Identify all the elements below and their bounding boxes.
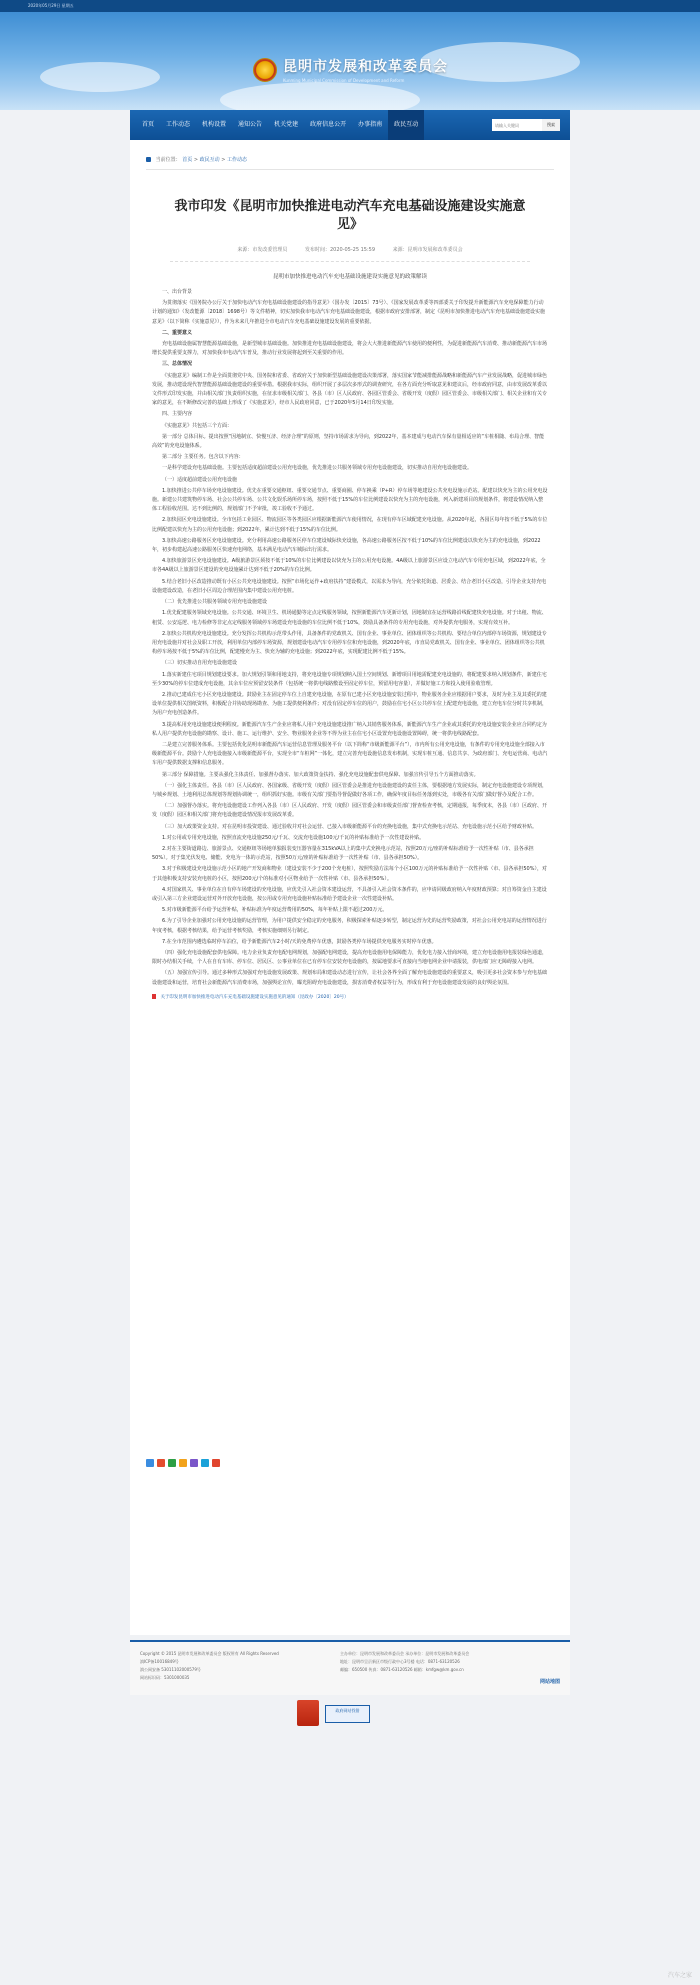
paragraph: 《实施意见》编制工作是全面贯彻党中央、国务院和省委、省政府关于加快新型基础设施建设决策部署，落实国家节能减排能源战略和新能源汽车产业发展战略，促进城市绿色发展，推动建设现代智慧能源基础设施建设的重要举措。根据我市实际，组织开展了多层次多形式的调查研究，在各方面充分听取意见和建议后，经市政府同意，由市发展改革委以文件形式印发实施，并由相关部门负责组织实施，在征求市级相关部门、各县（市）区人民政府、各园区管委会、省级开发（度假）园区管委会、市级相关部门、相关企业和有关专家的意见，在不断修改完善的基础上形成了《实施意见》，经市人民政府同意，已于2020年5月14日印发实施。: [152, 372, 548, 407]
nav-interaction[interactable]: 政民互动: [388, 110, 424, 140]
article-body: [152, 288, 548, 988]
footer-left: [140, 1650, 279, 1682]
meta-origin: 来源：昆明市发展和改革委员会: [392, 247, 463, 253]
footer: [130, 1640, 570, 1695]
watermark: 汽车之家: [667, 1972, 692, 1979]
nav-home[interactable]: 首页: [142, 121, 155, 128]
breadcrumb-interaction[interactable]: 政民互动: [199, 157, 220, 163]
paragraph: 充电基础设施属智慧能源基础设施，是新型城市基础设施。加快推进充电基础设施建设，将会大大推进新能源汽车使用的便利性，为促进新能源汽车消费、推动新能源汽车市场增长提供重要支撑力，对加快我市电动汽车普及，推动行业发展将起到至关重要的作用。: [152, 341, 548, 357]
cloud-decoration: [220, 82, 420, 110]
paragraph: 5.对市级新能源平台给予运营补贴，补贴标准为年度运营费用的50%，每年补贴上限不超过200万元。: [162, 907, 388, 914]
article-container: [130, 140, 570, 1635]
paragraph: （四）强化充电设施配套供电保障。电力企业负责充电配电网规划，加强配电网建设，提高充电设施用电保障能力，优化电力接入营商环境，建立充电设施用电报装绿色通道，限时办结相关手续，个人在自有车库、停车位、居民区、公事业单位在已有停车位安装充电设施的，按属地要求可直接向当地电网企业申请报装，供电部门应无障碍接入电网。: [152, 950, 548, 966]
nav-notices[interactable]: 通知公告: [238, 121, 263, 128]
meta-source: 来源：市发改委管理员: [237, 247, 288, 253]
paragraph: （一）适度超前建设公用充电设施: [162, 476, 238, 483]
paragraph: 第三部分 保障措施。主要从强化主体责任、加强督办落实、加大政策资金扶持、强化充电设施配套供电保障、加强宣传引导五个方面推动落实。: [162, 771, 479, 778]
paragraph: 7.在全市范围内遴选临时停车泊位，给予新能源汽车2小时/天的免费停车优惠，鼓励各类停车场提供充电服务实时停车优惠。: [162, 938, 437, 945]
article-meta: [170, 246, 530, 262]
share-icon[interactable]: [212, 1459, 220, 1467]
paragraph: 1.优先配建服务领域充电设施。公共交通、环境卫生、机场通勤等定点定线服务领域，按照新能源汽车更新计划，因地制宜在运营线路沿线配建快充电设施。对于出租、物流、租赁、公安巡逻、电力检修等非定点定线服务领域停车场建设充电设施的车位比例不低于10%，鼓励具备条件的专用充电设施，对外提供充电服务，实现有效互补。: [152, 610, 547, 626]
header-banner: [0, 12, 700, 110]
footer-icp[interactable]: 滇ICP备10016849号: [140, 1659, 179, 1664]
gov-error-badge[interactable]: 政府网站找错: [325, 1705, 370, 1723]
site-subtitle: Kunming Municipal Commission of Development and Reform: [283, 78, 405, 83]
paragraph: 1.落实新建住宅项目规划建设要求。加大规划引领和用地支持，将充电设施专项规划纳入国土空间规划、新增项目用地需配建充电设施的，将配建要求纳入规划条件，新建住宅至少30%的停车位建成充电设施，其余车位应预留安装条件（包括统一将供电线路敷设至固定停车位，预留用电容量），并做好施工方和投入使用验收管理。: [152, 671, 547, 687]
breadcrumb-home[interactable]: 首页: [182, 157, 193, 163]
article-subheading: 昆明市加快推进电动汽车充电基础设施建设实施意见的政策解读: [272, 274, 427, 280]
site-title: 昆明市发展和改革委员会: [283, 59, 448, 75]
footer-copyright: Copyright © 2015 昆明市发展和改革委员会 版权所有 All Rights Reserved: [140, 1651, 279, 1656]
paragraph: 2.加快园区充电设施建设。全市包括工业园区、物流园区等各类园区应根据新能源汽车使用情况，在现有停车区域配建充电设施。从2020年起，各园区每年按不低于5%的车位比例配建以快充为主的公用充电设施；到2022年，累计达到不低于15%的车位比例。: [152, 517, 548, 533]
breadcrumb-sep: >: [221, 157, 227, 163]
paragraph: 二是建立完善服务体系。主要包括优化昆明市新能源汽车运营信息管理及服务平台（以下简称“市级新能源平台”），市内所有公用充电设施，有条件的专用充电设施全部接入市级新能源平台。鼓励个人充电设施接入市级新能源平台，实现全市“车桩网”一体化，建立完善充电设施信息发布机制，实现车桩互通、信息共享、为政府部门、充电运营商、电动汽车用户提供数据支撑和信息服务。: [152, 741, 548, 767]
nav-organization[interactable]: 机构设置: [202, 121, 227, 128]
paragraph: （二）优先推进公共服务领域专用充电设施建设: [162, 599, 268, 606]
paragraph: 3.加快高速公路服务区充电设施建设。充分利用高速公路服务区停车位建设城际快充设施，各高速公路服务区按不低于10%的车位比例建设以快充为主的充电设施，到2022年，初步构建起高速公路服务区快速充电网络，基本满足电动汽车城际出行需求。: [152, 537, 541, 554]
footer-address: 地址：昆明市呈贡新区市级行政中心3号楼 电话：0871-63120526: [340, 1659, 460, 1664]
paragraph: 6.为了引导企业加强对公用充电设施的运营管理，为用户提供安全稳定的充电服务，积极探索补贴逐步转型，制定运营为先的运营奖励政策，对社会公用充电站的运营情况进行年度考核，根据考核结果，给予运营考核奖励，考核实施细则另行制定。: [152, 918, 547, 934]
paragraph: 3.对于积极建设充电设施示范小区的地产开发商和物业（建设安装不少于200个充电桩），按照奖励方法每个小区100万元的补贴标准给予一次性补贴（市、县各承担50%），对于其他积极支持安装充电桩的小区，按照200元/个的标准对小区物业给予一次性补贴（市、县各承担50%）。: [152, 866, 547, 882]
top-date-bar: [0, 0, 700, 12]
share-icon[interactable]: [179, 1459, 187, 1467]
paragraph: 1.对公用或专用充电设施，按照直流充电设施250元/千瓦、交流充电设施100元/千瓦的补贴标准给予一次性建设补贴。: [162, 834, 425, 841]
nav-work-news[interactable]: 工作动态: [166, 121, 191, 128]
location-icon: [146, 157, 151, 162]
nav-party[interactable]: 机关党建: [274, 121, 299, 128]
paragraph: 4.对国家机关、事业单位在自有停车场建设的充电设施，应优先引入社会资本建设运营，不具备引入社会资本条件的，应申请同级政府纳入年度财政预算；对自筹资金自主建设或引入第三方企业建设运营对外开放充电设施，按公用或专用充电设施补贴标准给予建设企业一次性建设补贴。: [152, 886, 547, 902]
breadcrumb-sep: >: [193, 157, 200, 163]
paragraph: 《实施意见》共包括三个方面：: [162, 422, 233, 429]
meta-date: 发布时间：2020-05-25 15:59: [304, 247, 376, 253]
site-map-link[interactable]: 网站地图: [539, 1679, 560, 1685]
footer-contact: 邮编：650500 传真：0871-63120526 邮箱：kmfgw@km.gov.cn: [340, 1667, 464, 1672]
footer-sponsor: 主办单位：昆明市发展和改革委员会 承办单位：昆明市发展和改革委员会: [340, 1651, 470, 1656]
share-icon[interactable]: [146, 1459, 154, 1467]
paragraph: 二、重要意义: [162, 329, 193, 336]
paragraph: （二）加强督办落实。将充电设施建设工作列入各县（市）区人民政府、开发（度假）园区管委会和市级责任部门督查检查考核，定期通报，每季度末，各县（市）区政府、开发（度假）园区和相关部门将充电设施建设情况报市发展改革委。: [152, 803, 548, 819]
footer-site-id: 网站标识码：5301000035: [140, 1675, 190, 1680]
top-date: 2020年05月29日 星期五: [28, 3, 74, 8]
paragraph: 为贯彻落实《国务院办公厅关于加快电动汽车充电基础设施建设的指导意见》（国办发〔2015〕73号）、《国家发展改革委等四部委关于印发提升新能源汽车充电保障能力行动计划的通知》（发改能源〔2018〕1698号）等文件精神，切实加快我市电动汽车充电基础设施建设，根据市政府安排部署，制定《昆明市加快推进电动汽车充电基础设施建设实施意见》（以下简称《实施意见》），作为未来几年推进全市电动汽车充电基础设施建设发展的重要依据。: [152, 300, 545, 325]
paragraph: 四、主要内容: [162, 411, 193, 418]
article-title: 我市印发《昆明市加快推进电动汽车充电基础设施建设实施意见》: [174, 199, 526, 232]
main-nav: [130, 110, 570, 140]
paragraph: 第二部分 主要任务。包含以下内容：: [162, 454, 244, 461]
paragraph: （五）加强宣传引导。通过多种形式加强对充电设施发展政策、规划布局和建设动态进行宣传，让社会各界全面了解充电设施建设的重要意义，吸引更多社会资本参与充电基础设施建设和运营，培育社会新能源汽车消费市场，加强舆论宣传，曝光阻碍充电设施建设，损害消费者权益等行为，形成有利于充电设施建设发展的良好舆论氛围。: [152, 970, 548, 986]
attachment-text[interactable]: 关于印发昆明市加快推进电动汽车充电基础设施建设实施意见的通知（昆政办〔2020〕20号）: [160, 994, 349, 1000]
paragraph: 三、总体情况: [162, 361, 193, 368]
paragraph: 1.加快推进公共停车场充电设施建设。优先在重要交通枢纽、重要交通节点、重要商圈、停车换乘（P+R）停车场等地建设公共充电设施示范站。配建以快充为主的公用充电设施。新建公共建筑物停车场、社会公共停车场、公共文化娱乐场所停车场，按照不低于15%的车位比例建设以快充为主的充电设施，列入新建项目的规划条件，将建设情况纳入整体工程验收范围。达不到比例的，规划部门不予审批，竣工验收不予通过。: [152, 487, 548, 513]
paragraph: （三）加大政策资金支持。对在昆明市投资建设、通过验收并对社会运营、已接入市级新能源平台的充换电设施，集中式充换电示范站、充电设施示范小区给予财政补贴。: [162, 823, 538, 830]
breadcrumb: [146, 156, 554, 170]
paragraph: 一、出台背景: [162, 289, 193, 295]
share-icon[interactable]: [168, 1459, 176, 1467]
search-input[interactable]: [492, 119, 542, 131]
paragraph: 3.提高私用充电设施建设便利程度。新能源汽车生产企业应将私人用户充电设施建设推广纳入其销售服务体系，新能源汽车生产企业或其委托的充电设施安装企业应合同约定为私人用户提供充电设施的勘察、设计、施工、运行维护、安全、物业服务企业等不得为业主在住宅小区设置充电设施设置障碍，统一将供电线路配套。: [152, 721, 547, 737]
footer-police[interactable]: 滇公网安备 53011102000579号: [140, 1667, 201, 1672]
nav-search: [492, 119, 560, 131]
breadcrumb-label: 当前位置：: [155, 157, 181, 163]
breadcrumb-work-news[interactable]: 工作动态: [226, 157, 247, 163]
footer-right: [340, 1650, 560, 1674]
paragraph: 2.对在主要街道路边、旅游景点、交通枢纽等场地单独报装变压器容量在315kVA以上的集中式充换电示范站，按照20万元/座的补贴标准给予一次性补贴（市、县各承担50%）。对于集光伏发电、储能、充电为一体的示范站，按照50万元/座的补贴标准给予一次性补贴（市、县各承担50%）。: [152, 845, 534, 862]
nav-service-guide[interactable]: 办事指南: [358, 121, 383, 128]
pdf-icon: [152, 994, 156, 999]
paragraph: 2.推动已建成住宅小区充电设施建设。鼓励业主在固定停车位上自建充电设施，在原有已建小区充电设施安装过程中，物业服务企业应根据用户要求，及时为业主及其委托的建设单位提供相关图纸资料，积极配合并协助现场勘查、为施工提供便利条件；对没有固定停车位的用户，鼓励在住宅小区公共停车位上配建充电设施，建立充电车位分时共享机制，为用户充电创造条件。: [152, 691, 548, 717]
search-button[interactable]: 搜索: [542, 119, 560, 131]
site-logo[interactable]: [253, 56, 448, 83]
share-icon[interactable]: [157, 1459, 165, 1467]
paragraph: （一）强化主体责任。各县（市）区人民政府、各国家级、省级开发（度假）园区管委会是推进充电设施建设的责任主体，要根据地方发展实际，制定充电设施建设专项规划，与城乡规划、土地利用总体规划等规划协调统一，组织抓好实施。市级有关部门要指导督促做好各项工作，确保年度目标任务落到实处，市级各有关部门做好督办及配合工作。: [152, 782, 548, 798]
attachment-link[interactable]: [152, 994, 548, 1000]
cloud-decoration: [40, 62, 160, 92]
share-icon[interactable]: [201, 1459, 209, 1467]
paragraph: 4.加快旅游景区充电设施建设。A级旅游景区须按不低于10%的车位比例建设以快充为主的公用充电设施。4A级以上旅游景区应设立电动汽车专用充电区域，到2022年底，全市各4A级以上旅游景区建设的充电设施累计达到不低于20%的车位比例。: [152, 558, 546, 574]
paragraph: 一是科学建设充电基础设施。主要包括适度超前建设公用充电设施，优先推进公共服务领域专用充电设施建设，切实推动自用充电设施建设。: [162, 465, 473, 472]
share-bar: [146, 1459, 220, 1467]
gov-emblem-icon[interactable]: [297, 1700, 319, 1726]
paragraph: 第一部分 总体目标。提出按照“因地制宜、快慢互济、经济合理”的原则，坚持市场需求为导向，到2022年，基本建成与电动汽车保有量相适应的“车桩相随、布局合理、智能高效”的充电设施体系。: [152, 433, 545, 450]
share-icon[interactable]: [190, 1459, 198, 1467]
nav-info-disclosure[interactable]: 政府信息公开: [310, 121, 347, 128]
emblem-icon: [253, 58, 277, 82]
paragraph: 2.加快公共机构充电设施建设。充分发挥公共机构示范带头作用，具备条件的党政机关、国有企业、事业单位、团体组织等公共机构、要结合单位内部停车场资源，规划建设专用充电设施并对社会及职工开放，利用单位内部停车场资源，规划建设电动汽车专用停车位和充电设施，到2020年底，市直局党政机关、国有企业、事业单位、团体组织等公共机构停车场按不低于5%的车位比例，配建慢充为主、快充为辅的充电设施；到2022年底，实现配建比例不低于15%。: [152, 630, 547, 656]
paragraph: 5.结合老旧小区改造推动既有小区公共充电设施建设。按照“市场化运作+政府扶持”建设模式，以需求为导向，充分依托街道、居委会、结合老旧小区改造，引导企业支持充电设施建设改造，在老旧小区周边合理范围内集中建设公用充电桩。: [152, 578, 547, 594]
paragraph: （三）切实推动自用充电设施建设: [162, 660, 238, 667]
